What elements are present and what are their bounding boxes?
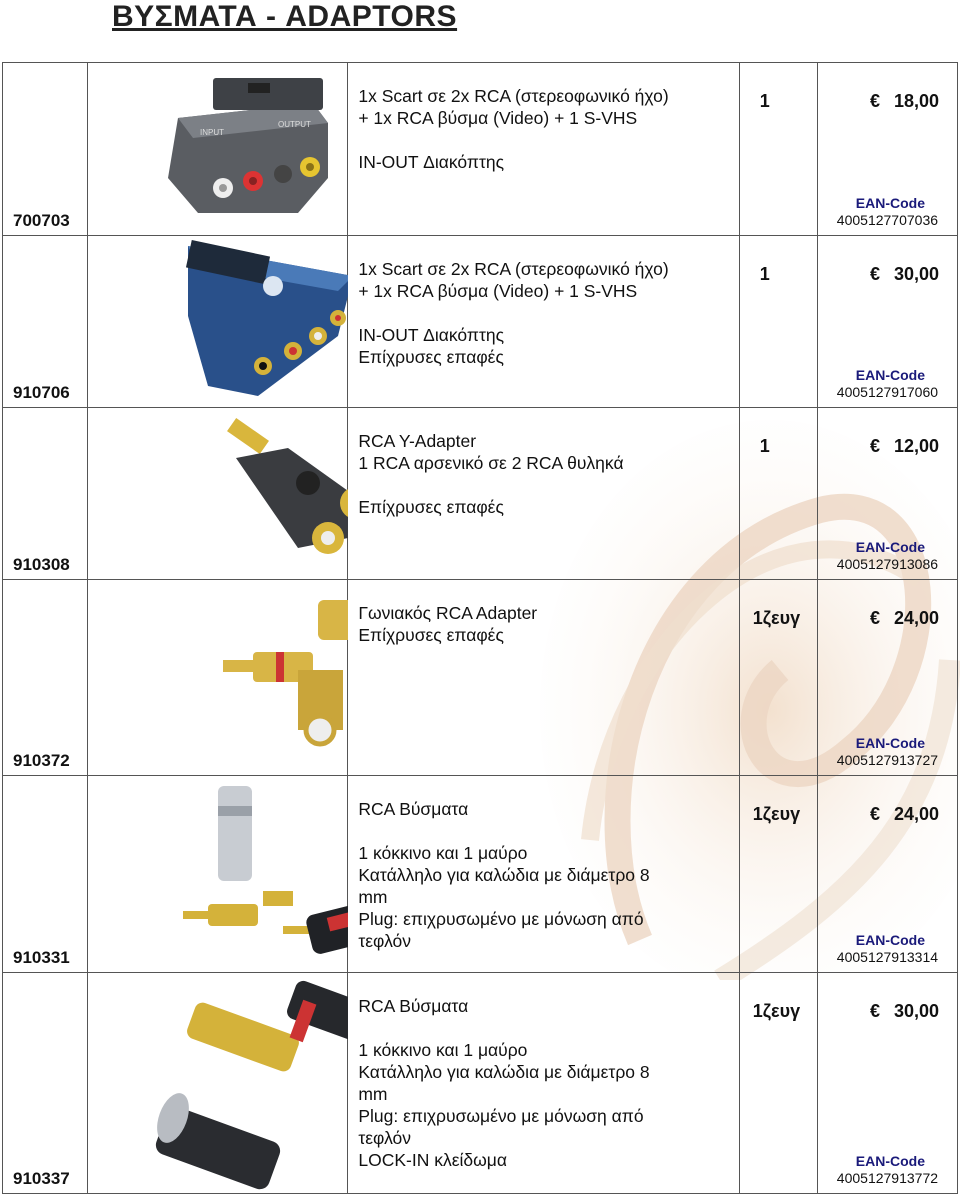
product-description: Γωνιακός RCA Adapter Επίχρυσες επαφές [358, 603, 538, 645]
ean-block: EAN-Code 4005127913772 [818, 1153, 957, 1187]
rca-y-adapter-image [88, 408, 348, 580]
rca-plugs-chrome-image [88, 776, 348, 973]
product-code: 700703 [13, 211, 70, 230]
table-row [3, 408, 958, 580]
product-price: € 30,00 [869, 264, 939, 284]
scart-adapter-grey-image [88, 63, 348, 236]
product-price: € 24,00 [869, 804, 939, 824]
page-title: ΒΥΣΜΑΤΑ - ADAPTORS [112, 0, 458, 33]
euro-icon: € [869, 264, 880, 284]
product-code: 910337 [13, 1169, 70, 1188]
ean-number: 4005127913727 [836, 752, 939, 768]
ean-number: 4005127707036 [836, 212, 939, 228]
product-qty: 1 [759, 436, 770, 456]
product-code: 910706 [13, 383, 70, 402]
euro-icon: € [869, 804, 880, 824]
product-qty: 1 [759, 264, 770, 284]
ean-number: 4005127913086 [836, 556, 939, 572]
scart-adapter-blue-image [88, 236, 348, 408]
product-code: 910331 [13, 948, 70, 967]
rca-angle-adapter-image [88, 580, 348, 776]
euro-icon: € [869, 91, 880, 111]
euro-icon: € [869, 608, 880, 628]
product-price: € 24,00 [869, 608, 939, 628]
table-row [3, 63, 958, 236]
product-description: RCA Βύσματα 1 κόκκινο και 1 μαύρο Κατάλληλο για καλώδια με διάμετρο 8 mm Plug: επιχρυσωμένο με μόνωση από τεφλόν [358, 799, 650, 951]
table-row [3, 973, 958, 1194]
ean-block: EAN-Code 4005127913314 [818, 932, 957, 966]
product-description: RCA Y-Adapter 1 RCA αρσενικό σε 2 RCA θυληκά Επίχρυσες επαφές [358, 431, 624, 517]
product-qty: 1ζευγ [752, 1001, 801, 1021]
table-row [3, 776, 958, 973]
product-code: 910372 [13, 751, 70, 770]
output-label: OUTPUT [278, 120, 311, 129]
product-code: 910308 [13, 555, 70, 574]
ean-number: 4005127917060 [836, 384, 939, 400]
rca-plugs-lockin-image [88, 973, 348, 1194]
ean-block: EAN-Code 4005127913727 [818, 735, 957, 769]
product-price: € 12,00 [869, 436, 939, 456]
product-description: 1x Scart σε 2x RCA (στερεοφωνικό ήχο) + 1x RCA βύσμα (Video) + 1 S-VHS IN-OUT Διακόπτης Επίχρυσες επαφές [358, 259, 669, 367]
table-row [3, 580, 958, 776]
product-qty: 1 [759, 91, 770, 111]
ean-block: EAN-Code 4005127707036 [818, 195, 957, 229]
product-description: RCA Βύσματα 1 κόκκινο και 1 μαύρο Κατάλληλο για καλώδια με διάμετρο 8 mm Plug: επιχρυσωμένο με μόνωση από τεφλόν LOCK-IN κλείδωμα [358, 996, 650, 1170]
table-row [3, 236, 958, 408]
product-description: 1x Scart σε 2x RCA (στερεοφωνικό ήχο) + 1x RCA βύσμα (Video) + 1 S-VHS IN-OUT Διακόπτης [358, 86, 669, 172]
ean-block: EAN-Code 4005127913086 [818, 539, 957, 573]
product-qty: 1ζευγ [752, 608, 801, 628]
product-table [2, 62, 958, 1194]
product-qty: 1ζευγ [752, 804, 801, 824]
input-label: INPUT [200, 128, 225, 137]
ean-number: 4005127913314 [836, 949, 939, 965]
product-price: € 18,00 [869, 91, 939, 111]
ean-block: EAN-Code 4005127917060 [818, 367, 957, 401]
product-price: € 30,00 [869, 1001, 939, 1021]
ean-number: 4005127913772 [836, 1170, 939, 1186]
euro-icon: € [869, 1001, 880, 1021]
euro-icon: € [869, 436, 880, 456]
